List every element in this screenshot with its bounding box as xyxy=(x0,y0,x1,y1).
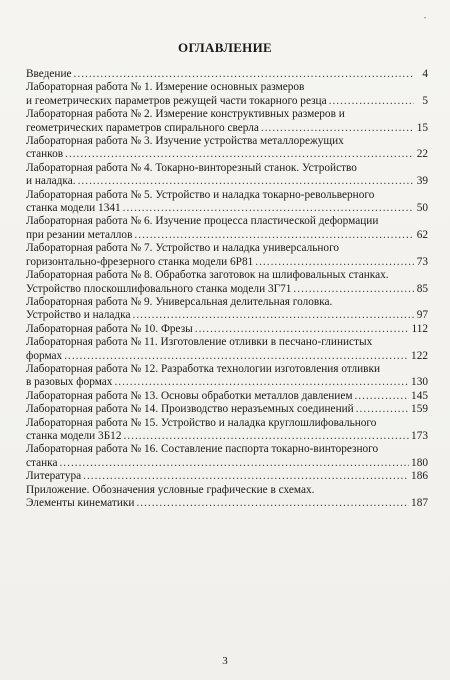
page-title: ОГЛАВЛЕНИЕ xyxy=(178,40,272,55)
toc-entry-text: Устройство и наладка xyxy=(26,309,131,322)
toc-entry-text: станка модели 3Б12 xyxy=(26,429,122,442)
toc-entry xyxy=(26,443,428,470)
toc-entry xyxy=(26,81,428,108)
toc-page-number: 187 xyxy=(411,497,428,509)
toc-page-number: 39 xyxy=(416,175,428,188)
toc-entry-line: Лабораторная работа № 16. Составление паспорта токарно-винторезного xyxy=(26,443,379,456)
toc-entry-last-line xyxy=(26,497,428,510)
toc-entry-last-line xyxy=(26,148,428,161)
corner-mark: • xyxy=(424,16,427,22)
toc-entry-last-line xyxy=(26,350,428,363)
toc-entry-line: Лабораторная работа № 2. Измерение конструктивных размеров и xyxy=(26,108,345,121)
toc-entry-text: Элементы кинематики xyxy=(26,497,135,509)
toc-entry xyxy=(26,189,428,216)
dot-leader xyxy=(329,95,414,108)
toc-entry-text: станков xyxy=(26,148,64,161)
toc-entry-text: Устройство плоскошлифовального станка модели 3Г71 xyxy=(26,282,292,295)
dot-leader xyxy=(255,256,414,269)
toc-page-number: 62 xyxy=(416,228,428,241)
toc-entry-line: Лабораторная работа № 12. Разработка технологии изготовления отливки xyxy=(26,362,381,375)
dot-leader xyxy=(59,457,409,470)
toc-entry xyxy=(26,269,428,296)
toc-page-number: 145 xyxy=(411,389,428,402)
toc-page-number: 15 xyxy=(416,121,428,134)
toc-entry xyxy=(26,417,428,444)
toc-entry-last-line xyxy=(26,95,428,108)
toc-entry xyxy=(26,336,428,363)
toc-entry-line: Лабораторная работа № 1. Измерение основных размеров xyxy=(26,81,305,94)
dot-leader xyxy=(123,430,409,443)
toc-entry-text: Лабораторная работа № 13. Основы обработки металлов давлением xyxy=(26,389,353,402)
toc-entry-text: формах xyxy=(26,349,63,362)
toc-entry-last-line xyxy=(26,229,428,242)
toc-entry xyxy=(26,215,428,242)
toc-entry-text: Лабораторная работа № 14. Производство неразъемных соединений xyxy=(26,403,354,416)
toc-entry-line: Приложение. Обозначения условные графические в схемах. xyxy=(26,483,315,496)
toc-entry-last-line xyxy=(26,68,428,81)
table-of-contents xyxy=(26,68,428,510)
toc-entry-text: в разовых формах xyxy=(26,376,113,389)
toc-entry-text: и геометрических параметров режущей части токарного резца xyxy=(26,94,327,107)
toc-entry-last-line xyxy=(26,430,428,443)
toc-entry-text: Лабораторная работа № 10. Фрезы xyxy=(26,322,193,335)
toc-entry-text: геометрических параметров спирального сверла xyxy=(26,121,259,134)
toc-entry-line: Лабораторная работа № 8. Обработка заготовок на шлифовальных станках. xyxy=(26,269,389,282)
toc-entry-line: Лабораторная работа № 6. Изучение процесса пластической деформации xyxy=(26,215,379,228)
dot-leader xyxy=(136,497,409,510)
dot-leader xyxy=(74,68,414,81)
toc-page-number: 186 xyxy=(411,470,428,483)
toc-entry-last-line xyxy=(26,309,428,322)
toc-entry-last-line xyxy=(26,457,428,470)
toc-page-number: 4 xyxy=(422,68,428,80)
toc-entry-last-line xyxy=(26,376,428,389)
toc-entry-line: Лабораторная работа № 15. Устройство и наладка круглошлифовального xyxy=(26,416,377,429)
toc-page-number: 122 xyxy=(411,349,428,362)
toc-entry-text: Введение xyxy=(26,68,72,80)
toc-page-number: 73 xyxy=(416,255,428,268)
dot-leader xyxy=(114,376,409,389)
dot-leader xyxy=(261,122,414,135)
toc-page-number: 50 xyxy=(416,202,428,215)
toc-entry-line: Лабораторная работа № 11. Изготовление отливки в песчано-глинистых xyxy=(26,336,373,349)
dot-leader xyxy=(83,470,409,483)
toc-entry-last-line xyxy=(26,122,428,135)
toc-entry-last-line xyxy=(26,323,428,336)
toc-page-number: 180 xyxy=(411,456,428,469)
toc-entry-line: Лабораторная работа № 9. Универсальная делительная головка. xyxy=(26,295,333,308)
toc-entry xyxy=(26,162,428,189)
toc-entry-line: Лабораторная работа № 4. Токарно-винторезный станок. Устройство xyxy=(26,161,357,174)
dot-leader xyxy=(133,309,414,322)
toc-entry xyxy=(26,323,428,336)
toc-entry xyxy=(26,68,428,81)
dot-leader xyxy=(123,202,414,215)
toc-entry-text: и наладка. xyxy=(26,175,76,188)
toc-entry-last-line xyxy=(26,390,428,403)
toc-entry-line: Лабораторная работа № 7. Устройство и наладка универсального xyxy=(26,242,340,255)
toc-page-number: 173 xyxy=(411,429,428,442)
dot-leader xyxy=(195,323,410,336)
dot-leader xyxy=(64,350,409,363)
dot-leader xyxy=(354,390,409,403)
dot-leader xyxy=(356,403,409,416)
toc-entry xyxy=(26,135,428,162)
toc-entry-last-line xyxy=(26,202,428,215)
toc-page-number: 112 xyxy=(411,322,428,335)
toc-entry xyxy=(26,484,428,511)
toc-entry xyxy=(26,390,428,403)
toc-entry-last-line xyxy=(26,175,428,188)
toc-entry xyxy=(26,363,428,390)
dot-leader xyxy=(65,148,414,161)
toc-page-number: 5 xyxy=(422,94,428,107)
toc-entry-line: Лабораторная работа № 3. Изучение устройства металлорежущих xyxy=(26,135,344,148)
toc-entry-line: Лабораторная работа № 5. Устройство и наладка токарно-револьверного xyxy=(26,188,375,201)
toc-page-number: 130 xyxy=(411,376,428,389)
dot-leader xyxy=(134,229,414,242)
toc-page-number: 22 xyxy=(416,148,428,161)
toc-entry-text: горизонтально-фрезерного станка модели 6Р81 xyxy=(26,255,254,268)
toc-page-number: 85 xyxy=(416,282,428,295)
toc-entry xyxy=(26,296,428,323)
dot-leader xyxy=(293,283,414,296)
toc-entry-last-line xyxy=(26,470,428,483)
toc-entry-text: Литература xyxy=(26,470,82,483)
toc-entry-last-line xyxy=(26,283,428,296)
toc-entry xyxy=(26,108,428,135)
toc-entry-last-line xyxy=(26,256,428,269)
toc-page-number: 159 xyxy=(411,403,428,416)
toc-page-number: 97 xyxy=(416,309,428,322)
toc-entry xyxy=(26,470,428,483)
toc-entry-text: при резании металлов xyxy=(26,228,133,241)
toc-entry xyxy=(26,403,428,416)
toc-entry-text: станка модели 1341 xyxy=(26,202,121,215)
toc-entry xyxy=(26,242,428,269)
dot-leader xyxy=(78,175,414,188)
toc-entry-last-line xyxy=(26,403,428,416)
page-number: 3 xyxy=(222,655,228,667)
toc-entry-text: станка xyxy=(26,456,58,469)
